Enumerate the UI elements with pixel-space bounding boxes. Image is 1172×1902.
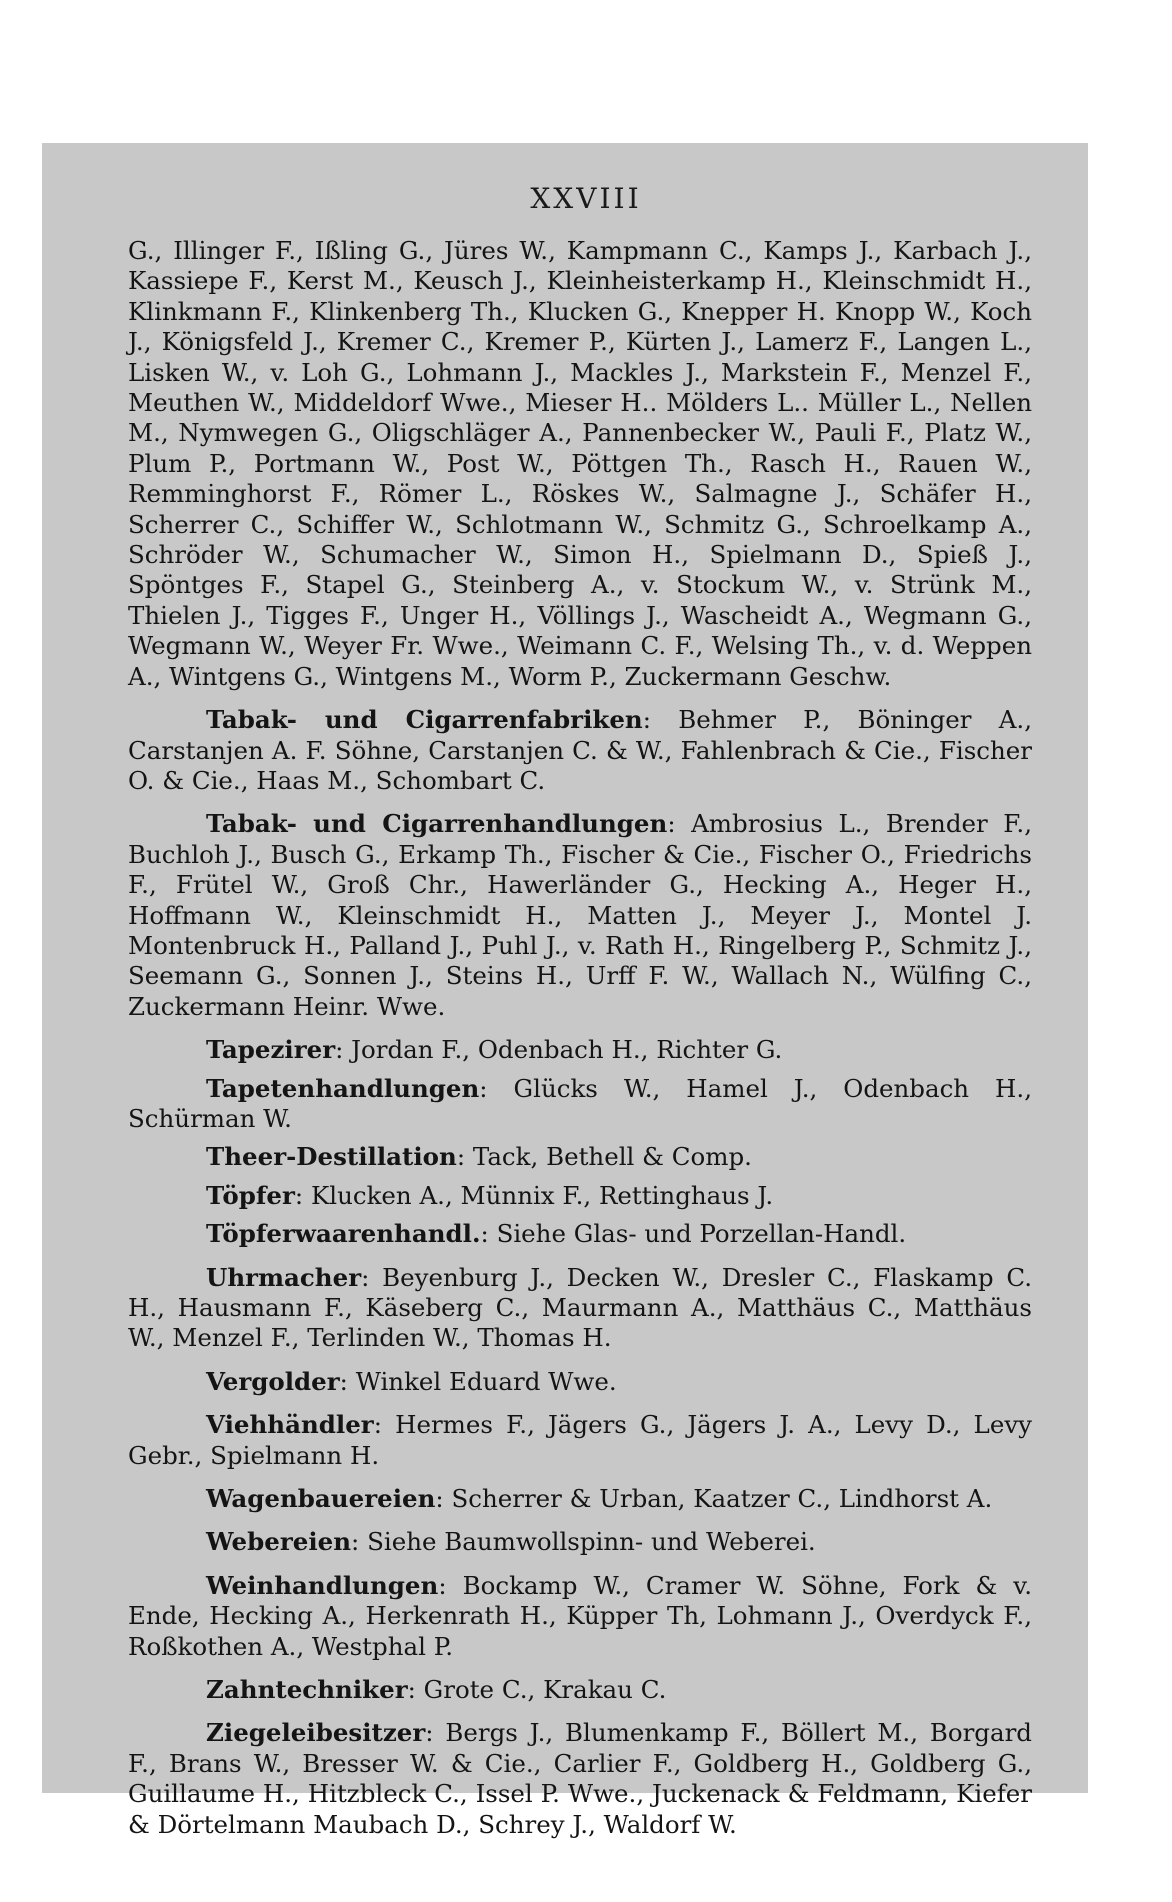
entry-tabak-handlungen: Tabak- und Cigarrenhandlungen: Ambrosius L., Brender F., Buchloh J., Busch G., Erkamp Th., Fischer & Cie., Fischer O., Friedrichs F., Frütel W., Groß Chr., Hawerländer G., Hecking A., Heger H., Hoffmann W., Kleinschmidt H., Matten J., Meyer J., Montel J. Montenbruck H., Palland J., Puhl J., v. Rath H., Ringelberg P., Schmitz J., Seemann G., Sonnen J., Steins H., Urff F. W., Wallach N., Wülfing C., Zuckermann Heinr. Wwe. <box>128 809 1032 1021</box>
entry-heading: Tapezirer <box>206 1035 336 1065</box>
entry-heading: Viehhändler <box>206 1410 374 1440</box>
entry-wagenbauereien: Wagenbauereien: Scherrer & Urban, Kaatzer C., Lindhorst A. <box>206 1484 993 1514</box>
entry-text: Klucken A., Münnix F., Rettinghaus J. <box>310 1180 774 1210</box>
entry-tapetenhandlungen: Tapetenhandlungen: Glücks W., Hamel J., Odenbach H., Schürman W. <box>128 1073 1032 1133</box>
entry-theer-destillation: Theer-Destillation: Tack, Bethell & Comp. <box>206 1142 752 1172</box>
entry-text: Behmer P., Böninger A., Carstanjen A. F. Söhne, Carstanjen C. & W., Fahlenbrach & Cie., Fischer O. & Cie., Haas M., Schombart C. <box>128 705 1032 795</box>
entry-text: Bergs J., Blumenkamp F., Böllert M., Borgard F., Brans W., Bresser W. & Cie., Carlier F., Goldberg H., Goldberg G., Guillaume H., Hitzbleck C., Issel P. Wwe., Juckenack & Feldmann, Kiefer & Dörtelmann Maubach D., Schrey J., Waldorf W. <box>128 1718 1032 1839</box>
entry-viehhaendler: Viehhändler: Hermes F., Jägers G., Jägers J. A., Levy D., Levy Gebr., Spielmann H. <box>128 1410 1032 1470</box>
entry-zahntechniker: Zahntechniker: Grote C., Krakau C. <box>206 1675 667 1705</box>
entry-vergolder: Vergolder: Winkel Eduard Wwe. <box>206 1366 617 1396</box>
entry-heading: Töpferwaarenhandl. <box>206 1219 481 1249</box>
entry-text: Hermes F., Jägers G., Jägers J. A., Levy D., Levy Gebr., Spielmann H. <box>128 1410 1032 1470</box>
entry-ziegeleibesitzer: Ziegeleibesitzer: Bergs J., Blumenkamp F., Böllert M., Borgard F., Brans W., Bresser W. & Cie., Carlier F., Goldberg H., Goldberg G., Guillaume H., Hitzbleck C., Issel P. Wwe., Juckenack & Feldmann, Kiefer & Dörtelmann Maubach D., Schrey J., Waldorf W. <box>128 1718 1032 1839</box>
entry-heading: Theer-Destillation <box>206 1142 457 1172</box>
entry-toepferwaarenhandl: Töpferwaarenhandl.: Siehe Glas- und Porzellan-Handl. <box>206 1219 907 1249</box>
entry-webereien: Webereien: Siehe Baumwollspinn- und Weberei. <box>206 1527 816 1557</box>
directory-text <box>128 236 1032 1840</box>
entry-heading: Weinhandlungen <box>206 1570 439 1600</box>
entry-heading: Ziegeleibesitzer <box>206 1718 426 1748</box>
entry-text: Tack, Bethell & Comp. <box>472 1142 752 1172</box>
page-number: XXVIII <box>530 182 642 215</box>
entry-text: Ambrosius L., Brender F., Buchloh J., Busch G., Erkamp Th., Fischer & Cie., Fischer O., Friedrichs F., Frütel W., Groß Chr., Hawerländer G., Hecking A., Heger H., Hoffmann W., Kleinschmidt H., Matten J., Meyer J., Montel J. Montenbruck H., Palland J., Puhl J., v. Rath H., Ringelberg P., Schmitz J., Seemann G., Sonnen J., Steins H., Urff F. W., Wallach N., Wülfing C., Zuckermann Heinr. Wwe. <box>128 809 1032 1021</box>
entry-heading: Wagenbauereien <box>206 1484 436 1514</box>
entry-text: Grote C., Krakau C. <box>423 1675 667 1705</box>
entry-heading: Webereien <box>206 1527 352 1557</box>
entry-heading: Uhrmacher <box>206 1262 362 1292</box>
entry-text: Bockamp W., Cramer W. Söhne, Fork & v. Ende, Hecking A., Herkenrath H., Küpper Th, Lohmann J., Overdyck F., Roßkothen A., Westphal P. <box>128 1570 1033 1661</box>
entry-text: Jordan F., Odenbach H., Richter G. <box>351 1035 783 1065</box>
entry-heading: Tabak- und Cigarrenfabriken <box>206 705 643 735</box>
entry-heading: Tabak- und Cigarrenhandlungen <box>206 809 668 839</box>
entry-text: Beyenburg J., Decken W., Dresler C., Flaskamp C. H., Hausmann F., Käseberg C., Maurmann A., Matthäus C., Matthäus W., Menzel F., Terlinden W., Thomas H. <box>128 1262 1032 1353</box>
entry-toepfer: Töpfer: Klucken A., Münnix F., Rettinghaus J. <box>206 1180 774 1210</box>
entry-text: Siehe Baumwollspinn- und Weberei. <box>367 1527 816 1557</box>
entry-uhrmacher: Uhrmacher: Beyenburg J., Decken W., Dresler C., Flaskamp C. H., Hausmann F., Käseberg C., Maurmann A., Matthäus C., Matthäus W., Menzel F., Terlinden W., Thomas H. <box>128 1262 1032 1353</box>
entry-text: Winkel Eduard Wwe. <box>355 1366 617 1396</box>
entry-text: Glücks W., Hamel J., Odenbach H., Schürman W. <box>128 1073 1032 1133</box>
entry-heading: Tapetenhandlungen <box>206 1073 480 1103</box>
entry-text: Scherrer & Urban, Kaatzer C., Lindhorst A. <box>451 1484 993 1514</box>
entry-tapezirer: Tapezirer: Jordan F., Odenbach H., Richter G. <box>206 1035 783 1065</box>
entry-weinhandlungen: Weinhandlungen: Bockamp W., Cramer W. Söhne, Fork & v. Ende, Hecking A., Herkenrath H., Küpper Th, Lohmann J., Overdyck F., Roßkothen A., Westphal P. <box>128 1570 1033 1661</box>
entry-tabak-fabriken: Tabak- und Cigarrenfabriken: Behmer P., Böninger A., Carstanjen A. F. Söhne, Carstanjen C. & W., Fahlenbrach & Cie., Fischer O. & Cie., Haas M., Schombart C. <box>128 705 1032 795</box>
entry-heading: Töpfer <box>206 1180 295 1210</box>
entry-heading: Vergolder <box>206 1366 340 1396</box>
entry-text: Siehe Glas- und Porzellan-Handl. <box>496 1219 907 1249</box>
entry-heading: Zahntechniker <box>206 1675 408 1705</box>
continuation-paragraph: G., Illinger F., Ißling G., Jüres W., Kampmann C., Kamps J., Karbach J., Kassiepe F., Kerst M., Keusch J., Kleinheisterkamp H., Kleinschmidt H., Klinkmann F., Klinkenberg Th., Klucken G., Knepper H. Knopp W., Koch J., Königsfeld J., Kremer C., Kremer P., Kürten J., Lamerz F., Langen L., Lisken W., v. Loh G., Lohmann J., Mackles J., Markstein F., Menzel F., Meuthen W., Middeldorf Wwe., Mieser H.. Mölders L.. Müller L., Nellen M., Nymwegen G., Oligschläger A., Pannenbecker W., Pauli F., Platz W., Plum P., Portmann W., Post W., Pöttgen Th., Rasch H., Rauen W., Remminghorst F., Römer L., Röskes W., Salmagne J., Schäfer H., Scherrer C., Schiffer W., Schlotmann W., Schmitz G., Schroelkamp A., Schröder W., Schumacher W., Simon H., Spielmann D., Spieß J., Spöntges F., Stapel G., Steinberg A., v. Stockum W., v. Strünk M., Thielen J., Tigges F., Unger H., Völlings J., Wascheidt A., Wegmann G., Wegmann W., Weyer Fr. Wwe., Weimann C. F., Welsing Th., v. d. Weppen A., Wintgens G., Wintgens M., Worm P., Zuckermann Geschw. <box>128 236 1032 691</box>
